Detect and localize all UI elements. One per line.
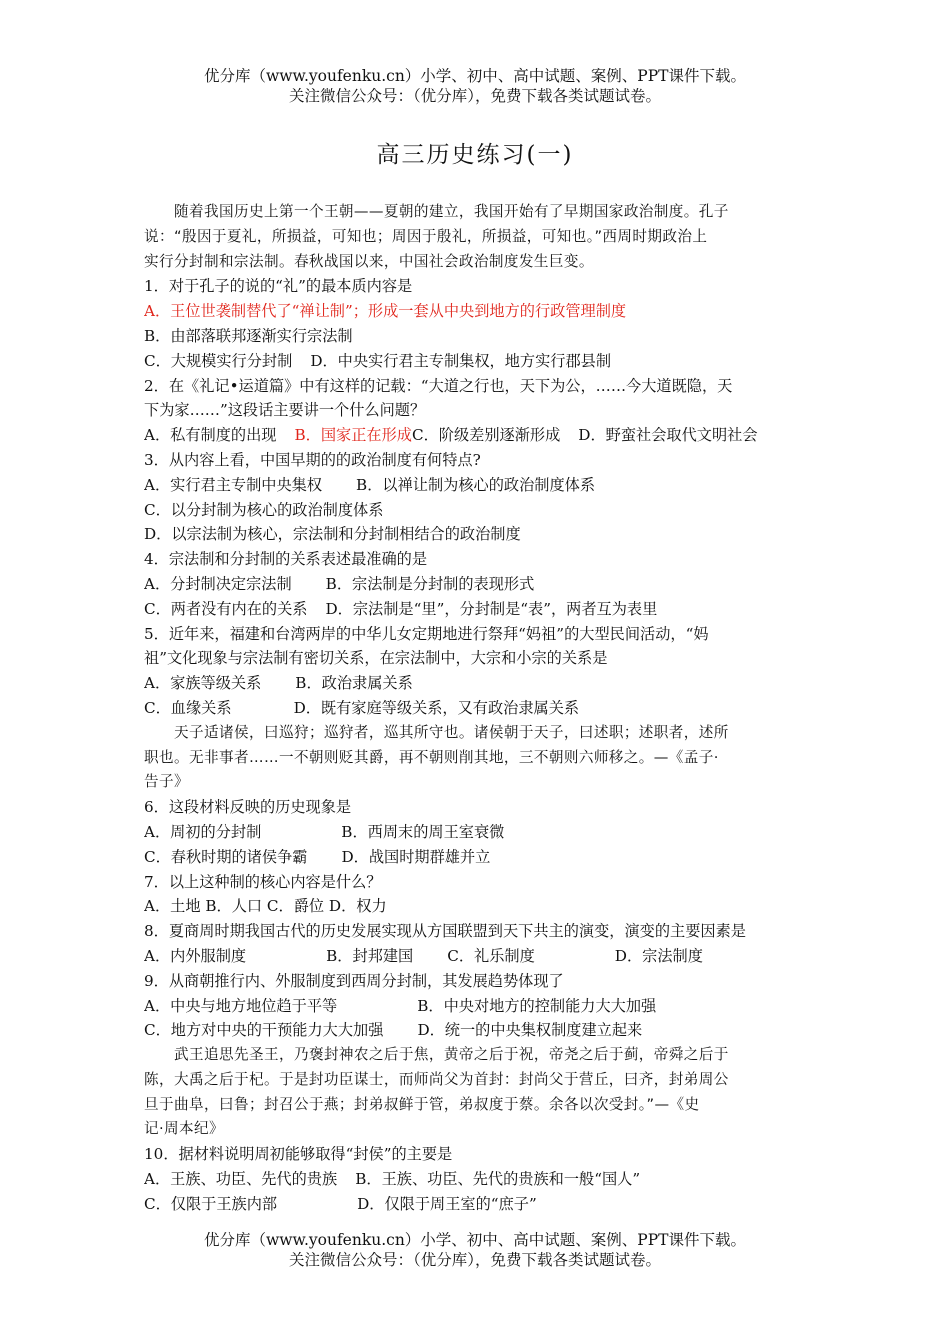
material-3-line-2: 陈，大禹之后于杞。于是封功臣谋士，而师尚父为首封：封尚父于营丘，曰齐，封弟周公 bbox=[144, 1070, 729, 1088]
question-4-option-b: B．宗法制是分封制的表现形式 bbox=[325, 574, 535, 593]
header-line-2: 关注微信公众号：（优分库），免费下载各类试题试卷。 bbox=[288, 87, 661, 105]
question-10-option-a: A．王族、功臣、先代的贵族 bbox=[144, 1170, 338, 1189]
material-1-line-2: 说：“殷因于夏礼，所损益，可知也；周因于殷礼，所损益，可知也。”西周时期政治上 bbox=[144, 227, 708, 245]
question-2-option-b: B．国家正在形成 bbox=[294, 426, 412, 445]
question-2-stem-line-1: 2．在《礼记•运道篇》中有这样的记载：“大道之行也，天下为公，……今大道既隐，天 bbox=[144, 376, 733, 395]
question-4-stem: 4．宗法制和分封制的关系表述最准确的是 bbox=[144, 550, 428, 569]
question-8-option-b: B．封邦建国 bbox=[326, 946, 414, 965]
question-6-option-b: B．西周末的周王室衰微 bbox=[341, 822, 505, 841]
question-5-option-d: D．既有家庭等级关系，又有政治隶属关系 bbox=[293, 698, 580, 717]
question-7-options: A．土地 B．人口 C．爵位 D．权力 bbox=[144, 897, 387, 916]
question-5-option-c: C．血缘关系 bbox=[144, 698, 232, 717]
question-1-option-c: C．大规模实行分封制 bbox=[144, 351, 293, 370]
question-6-option-a: A．周初的分封制 bbox=[144, 822, 262, 841]
question-3-stem: 3．从内容上看，中国早期的的政治制度有何特点? bbox=[144, 450, 481, 469]
question-6-stem: 6．这段材料反映的历史现象是 bbox=[144, 798, 352, 817]
question-5-stem-line-1: 5．近年来，福建和台湾两岸的中华儿女定期地进行祭拜“妈祖”的大型民间活动，“妈 bbox=[144, 624, 709, 643]
question-5-option-a: A．家族等级关系 bbox=[144, 674, 262, 693]
question-1-stem: 1．对于孔子的说的“礼”的最本质内容是 bbox=[144, 277, 413, 296]
question-2-option-c: C．阶级差别逐渐形成 bbox=[411, 426, 561, 445]
question-9-option-d: D．统一的中央集权制度建立起来 bbox=[417, 1021, 643, 1040]
question-5-options-ab bbox=[144, 671, 808, 696]
question-3-options-ab bbox=[144, 473, 808, 498]
question-8-option-d: D．宗法制度 bbox=[614, 946, 703, 965]
material-2-line-3: 告子》 bbox=[144, 773, 189, 791]
question-4-option-c: C．两者没有内在的关系 bbox=[144, 599, 308, 618]
question-8-option-c: C．礼乐制度 bbox=[447, 946, 535, 965]
question-2-options bbox=[144, 423, 808, 448]
material-3-line-3: 旦于曲阜，曰鲁；封召公于燕；封弟叔鲜于管，弟叔度于蔡。余各以次受封。”—《史 bbox=[144, 1095, 700, 1113]
question-6-options-cd bbox=[144, 845, 808, 870]
material-3-line-1: 武王追思先圣王，乃褒封神农之后于焦，黄帝之后于祝，帝尧之后于蓟，帝舜之后于 bbox=[174, 1046, 729, 1064]
question-4-option-d: D．宗法制是“里”，分封制是“表”，两者互为表里 bbox=[325, 599, 658, 618]
question-9-options-cd bbox=[144, 1018, 808, 1043]
question-3-option-a: A．实行君主专制中央集权 bbox=[144, 475, 323, 494]
footer-line-1: 优分库（www.youfenku.cn）小学、初中、高中试题、案例、PPT课件下载。 bbox=[203, 1231, 747, 1249]
question-1-option-d: D．中央实行君主专制集权，地方实行郡县制 bbox=[310, 351, 612, 370]
material-1-line-1: 随着我国历史上第一个王朝——夏朝的建立，我国开始有了早期国家政治制度。孔子 bbox=[174, 203, 729, 220]
page-footer bbox=[0, 1230, 950, 1270]
question-8-option-a: A．内外服制度 bbox=[144, 946, 247, 965]
page-header bbox=[0, 66, 950, 106]
document-body bbox=[144, 200, 808, 1217]
question-9-option-a: A．中央与地方地位趋于平等 bbox=[144, 996, 338, 1015]
question-10-option-c: C．仅限于王族内部 bbox=[144, 1194, 278, 1213]
material-2-line-2: 职也。无非事者……一不朝则贬其爵，再不朝则削其地，三不朝则六师移之。—《孟子· bbox=[144, 748, 719, 766]
material-3-line-4: 记·周本纪》 bbox=[144, 1120, 225, 1138]
page-title: 高三历史练习(一) bbox=[376, 142, 574, 168]
question-10-option-b: B．王族、功臣、先代的贵族和一般“国人” bbox=[355, 1170, 641, 1189]
question-5-stem-line-2: 祖”文化现象与宗法制有密切关系，在宗法制中，大宗和小宗的关系是 bbox=[144, 649, 608, 668]
header-line-1: 优分库（www.youfenku.cn）小学、初中、高中试题、案例、PPT课件下载。 bbox=[203, 67, 747, 85]
question-6-option-d: D．战国时期群雄并立 bbox=[341, 847, 491, 866]
question-9-stem: 9．从商朝推行内、外服制度到西周分封制，其发展趋势体现了 bbox=[144, 971, 564, 990]
question-7-stem: 7．以上这种制的核心内容是什么？ bbox=[144, 872, 382, 891]
question-3-option-d: D．以宗法制为核心，宗法制和分封制相结合的政治制度 bbox=[144, 525, 521, 544]
question-5-options-cd bbox=[144, 696, 808, 721]
question-2-stem-line-2: 下为家……”这段话主要讲一个什么问题？ bbox=[144, 401, 426, 420]
question-4-options-cd bbox=[144, 597, 808, 622]
question-5-option-b: B．政治隶属关系 bbox=[295, 674, 413, 693]
question-4-option-a: A．分封制决定宗法制 bbox=[144, 574, 292, 593]
question-9-options-ab bbox=[144, 994, 808, 1019]
question-10-stem: 10．据材料说明周初能够取得“封侯”的主要是 bbox=[144, 1145, 453, 1164]
question-3-option-b: B．以禅让制为核心的政治制度体系 bbox=[356, 475, 596, 494]
question-10-options-cd bbox=[144, 1192, 808, 1217]
question-8-options bbox=[144, 944, 808, 969]
question-1-options-cd bbox=[144, 349, 808, 374]
question-1-option-b: B．由部落联邦逐渐实行宗法制 bbox=[144, 326, 353, 345]
question-3-option-c: C．以分封制为核心的政治制度体系 bbox=[144, 500, 384, 519]
question-9-option-c: C．地方对中央的干预能力大大加强 bbox=[144, 1021, 384, 1040]
question-10-option-d: D．仅限于周王室的“庶子” bbox=[357, 1194, 537, 1213]
question-8-stem: 8．夏商周时期我国古代的历史发展实现从方国联盟到天下共主的演变，演变的主要因素是 bbox=[144, 922, 746, 941]
question-6-options-ab bbox=[144, 820, 808, 845]
question-4-options-ab bbox=[144, 572, 808, 597]
footer-line-2: 关注微信公众号：（优分库），免费下载各类试题试卷。 bbox=[288, 1251, 661, 1269]
question-10-options-ab bbox=[144, 1167, 808, 1192]
question-6-option-c: C．春秋时期的诸侯争霸 bbox=[144, 847, 308, 866]
question-2-option-d: D．野蛮社会取代文明社会 bbox=[578, 426, 758, 445]
question-1-option-a: A．王位世袭制替代了“禅让制”；形成一套从中央到地方的行政管理制度 bbox=[144, 302, 627, 321]
material-1-line-3: 实行分封制和宗法制。春秋战国以来，中国社会政治制度发生巨变。 bbox=[144, 252, 594, 270]
material-2-line-1: 天子适诸侯，曰巡狩；巡狩者，巡其所守也。诸侯朝于天子，曰述职；述职者，述所 bbox=[174, 723, 729, 741]
question-2-option-a: A．私有制度的出现 bbox=[144, 426, 277, 445]
question-9-option-b: B．中央对地方的控制能力大大加强 bbox=[417, 996, 657, 1015]
